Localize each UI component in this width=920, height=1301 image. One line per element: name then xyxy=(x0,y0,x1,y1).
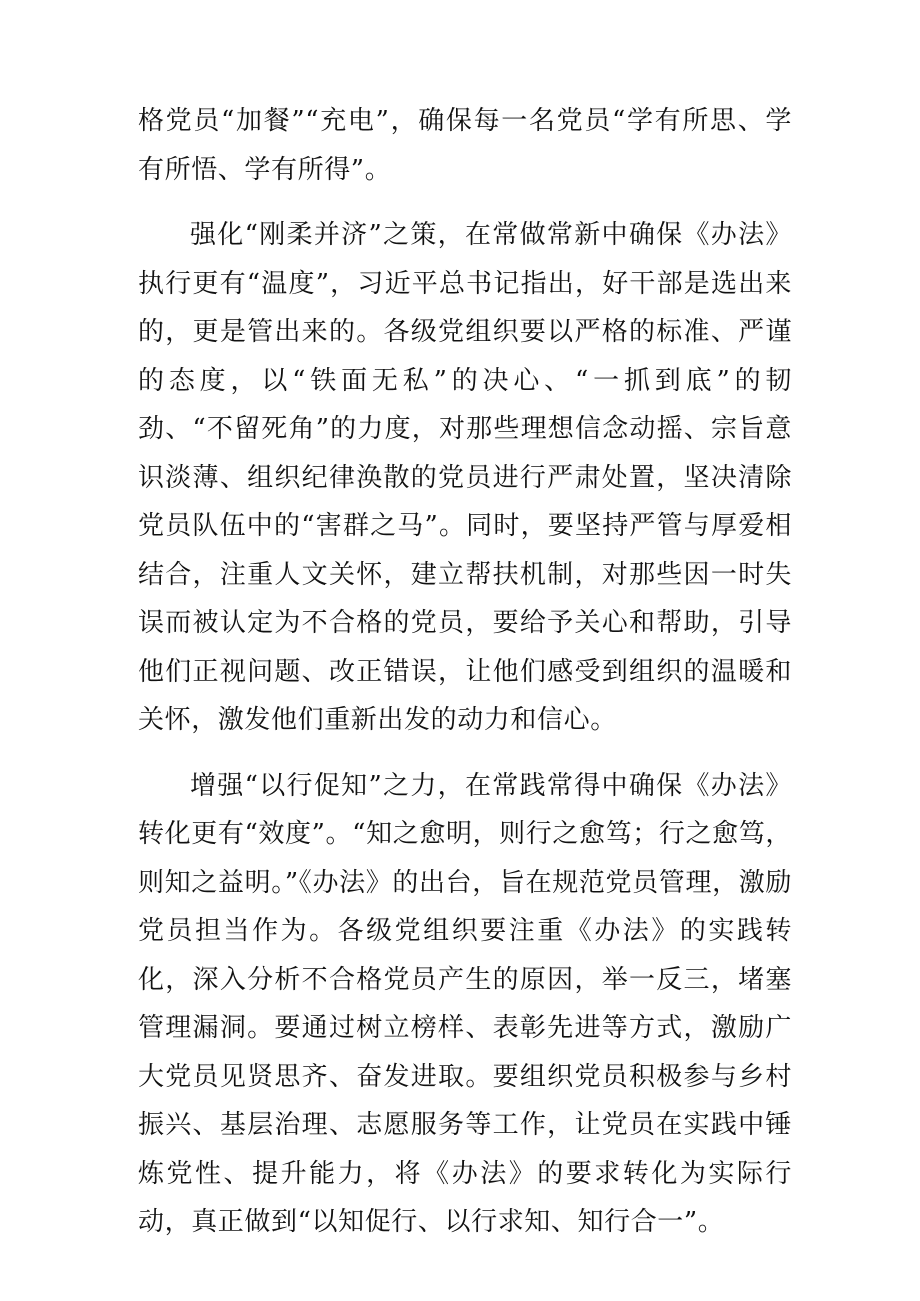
paragraph-rigid-flexible: 强化“刚柔并济”之策，在常做常新中确保《办法》执行更有“温度”，习近平总书记指出，好干部是选出来的，更是管出来的。各级党组织要以严格的标准、严谨的态度，以“铁面无私”的决心、“一抓到底”的韧劲、“不留死角”的力度，对那些理想信念动摇、宗旨意识淡薄、组织纪律涣散的党员进行严肃处置，坚决清除党员队伍中的“害群之马”。同时，要坚持严管与厚爱相结合，注重人文关怀，建立帮扶机制，对那些因一时失误而被认定为不合格的党员，要给予关心和帮助，引导他们正视问题、改正错误，让他们感受到组织的温暖和关怀，激发他们重新出发的动力和信心。 xyxy=(138,220,792,735)
paragraph-practice-knowledge: 增强“以行促知”之力，在常践常得中确保《办法》转化更有“效度”。“知之愈明，则行之愈笃；行之愈笃，则知之益明。”《办法》的出台，旨在规范党员管理，激励党员担当作为。各级党组织要注重《办法》的实践转化，深入分析不合格党员产生的原因，举一反三，堵塞管理漏洞。要通过树立榜样、表彰先进等方式，激励广大党员见贤思齐、奋发进取。要组织党员积极参与乡村振兴、基层治理、志愿服务等工作，让党员在实践中锤炼党性、提升能力，将《办法》的要求转化为实际行动，真正做到“以知促行、以行求知、知行合一”。 xyxy=(138,770,792,1237)
paragraph-continuation: 格党员“加餐”“充电”，确保每一名党员“学有所思、学有所悟、学有所得”。 xyxy=(138,106,792,185)
